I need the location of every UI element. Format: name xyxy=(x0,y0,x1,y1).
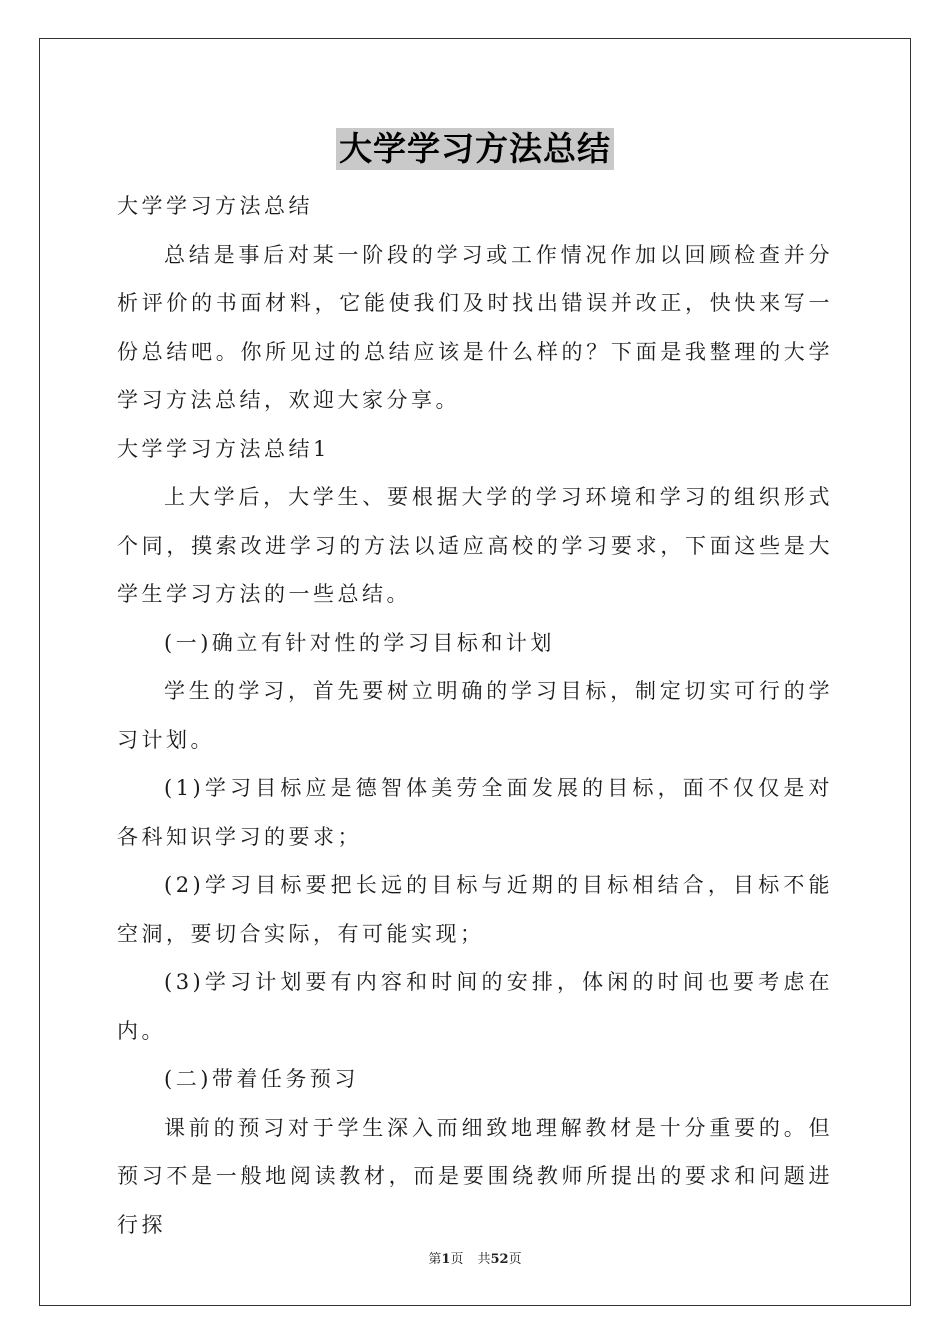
page-suffix: 页 xyxy=(450,1252,464,1267)
page-footer xyxy=(0,1248,950,1267)
paragraph: 上大学后，大学生、要根据大学的学习环境和学习的组织形式个同，摸索改进学习的方法以适应高校的学习要求，下面这些是大学生学习方法的一些总结。 xyxy=(117,485,833,606)
paragraph: 大学学习方法总结1 xyxy=(117,436,330,461)
paragraph: 课前的预习对于学生深入而细致地理解教材是十分重要的。但预习不是一般地阅读教材，而是要围绕教师所提出的要求和问题进行探 xyxy=(117,1115,833,1237)
paragraph: 大学学习方法总结 xyxy=(117,194,313,218)
total-suffix: 页 xyxy=(508,1252,522,1267)
paragraph: 学生的学习，首先要树立明确的学习目标，制定切实可行的学习计划。 xyxy=(117,679,833,752)
total-prefix: 共 xyxy=(477,1252,491,1267)
paragraph: (一)确立有针对性的学习目标和计划 xyxy=(164,630,555,655)
paragraph: (2)学习目标要把长远的目标与近期的目标相结合，目标不能空洞，要切合实际，有可能实现； xyxy=(117,873,833,946)
document-body xyxy=(117,182,833,1249)
paragraph: (二)带着任务预习 xyxy=(164,1067,359,1091)
document-title: 大学学习方法总结 xyxy=(336,128,614,170)
paragraph: (3)学习计划要有内容和时间的安排，体闲的时间也要考虑在内。 xyxy=(117,970,833,1043)
paragraph: (1)学习目标应是德智体美劳全面发展的目标，面不仅仅是对各科知识学习的要求； xyxy=(117,776,833,849)
total-page-count: 52 xyxy=(490,1252,509,1267)
title-area xyxy=(0,128,950,170)
current-page-number: 1 xyxy=(441,1252,451,1267)
page-prefix: 第 xyxy=(428,1252,442,1267)
paragraph: 总结是事后对某一阶段的学习或工作情况作加以回顾检查并分析评价的书面材料，它能使我们及时找出错误并改正，快快来写一份总结吧。你所见过的总结应该是什么样的？下面是我整理的大学学习方法总结，欢迎大家分享。 xyxy=(117,242,833,412)
